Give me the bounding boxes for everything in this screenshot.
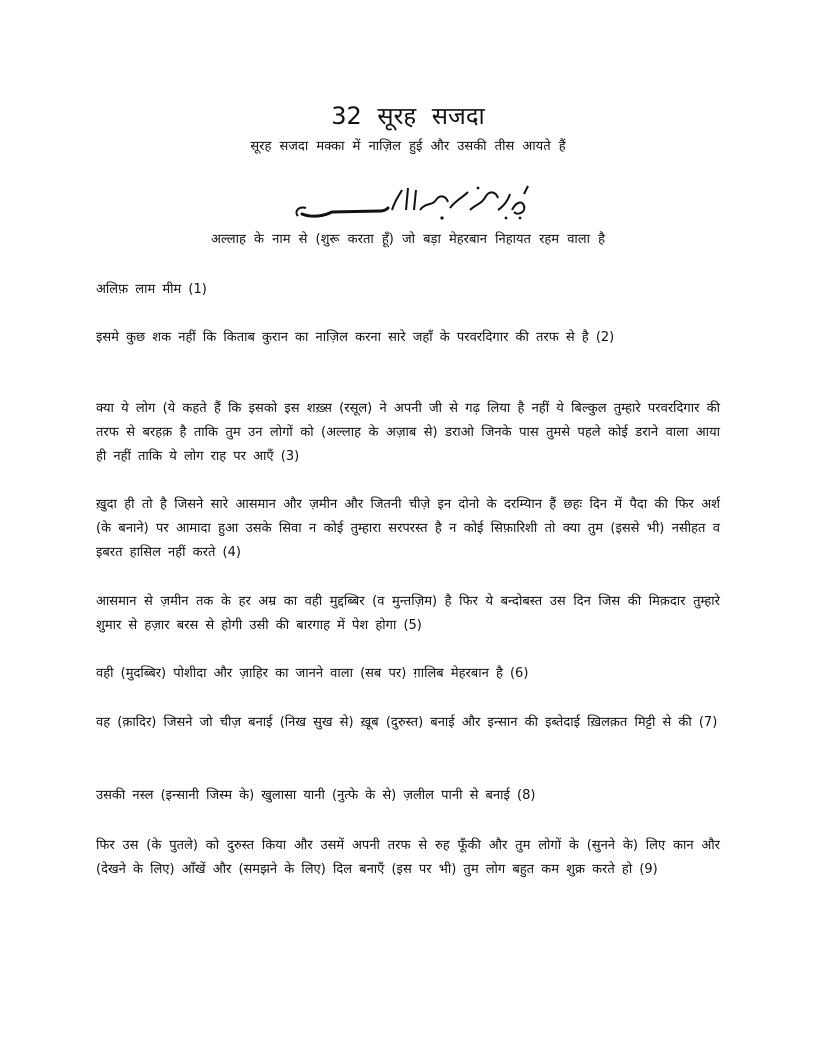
bismillah-translation: अल्लाह के नाम से (शुरू करता हूँ) जो बड़ा मेहरबान निहायत रहम वाला है xyxy=(210,232,606,247)
surah-subtitle: सूरह सजदा मक्का में नाज़िल हुई और उसकी तीस आयते हैं xyxy=(250,139,566,154)
verse-1: अलिफ़ लाम मीम (1) xyxy=(96,282,207,297)
verse-9: फिर उस (के पुतले) को दुरुस्त किया और उसमें अपनी तरफ से रुह फूँकी और तुम लोगों के (सुनने के) लिए कान और (देखने के लिए) आँखें और (समझने के लिए) दिल बनाएँ (इस पर भी) तुम लोग बहुत कम शुक्र करते हो (9) xyxy=(96,838,720,877)
verse-2: इसमे कुछ शक नहीं कि किताब कुरान का नाज़िल करना सारे जहाँ के परवरदिगार की तरफ से है (2) xyxy=(96,330,615,345)
surah-title: 32 सूरह सजदा xyxy=(331,102,485,130)
verse-3: क्या ये लोग (ये कहते हैं कि इसको इस शख़्स (रसूल) ने अपनी जी से गढ़ लिया है नहीं ये बिल्कुल तुम्हारे परवरदिगार की तरफ से बरहक़ है ताकि तुम उन लोगों को (अल्लाह के अज़ाब से) डराओ जिनके पास तुमसे पहले कोई डराने वाला आया ही नहीं ताकि ये लोग राह पर आएँ (3) xyxy=(96,401,720,464)
bismillah-calligraphy-icon xyxy=(292,180,532,224)
verse-5: आसमान से ज़मीन तक के हर अम्र का वही मुद्दब्बिर (व मुन्तज़िम) है फिर ये बन्दोबस्त उस दिन जिस की मिक़दार तुम्हारे शुमार से हज़ार बरस से होगी उसी की बारगाह में पेश होगा (5) xyxy=(96,594,720,633)
verse-7: वह (क़ादिर) जिसने जो चीज़ बनाई (निख सुख से) ख़ूब (दुरुस्त) बनाई और इन्सान की इब्तेदाई ख़िलक़त मिट्टी से की (7) xyxy=(96,715,718,730)
verse-8: उसकी नस्ल (इन्सानी जिस्म के) खुलासा यानी (नुत्फे के से) ज़लील पानी से बनाई (8) xyxy=(96,788,536,803)
verse-6: वही (मुदब्बिर) पोशीदा और ज़ाहिर का जानने वाला (सब पर) ग़ालिब मेहरबान है (6) xyxy=(96,666,529,681)
verse-4: ख़ुदा ही तो है जिसने सारे आसमान और ज़मीन और जितनी चीज़े इन दोनो के दरम्यिान हैं छहः दिन में पैदा की फिर अर्श (के बनाने) पर आमादा हुआ उसके सिवा न कोई तुम्हारा सरपरस्त है न कोई सिफ़ारिशी तो क्या तुम (इससे भी) नसीहत व इबरत हासिल नहीं करते (4) xyxy=(96,497,720,560)
